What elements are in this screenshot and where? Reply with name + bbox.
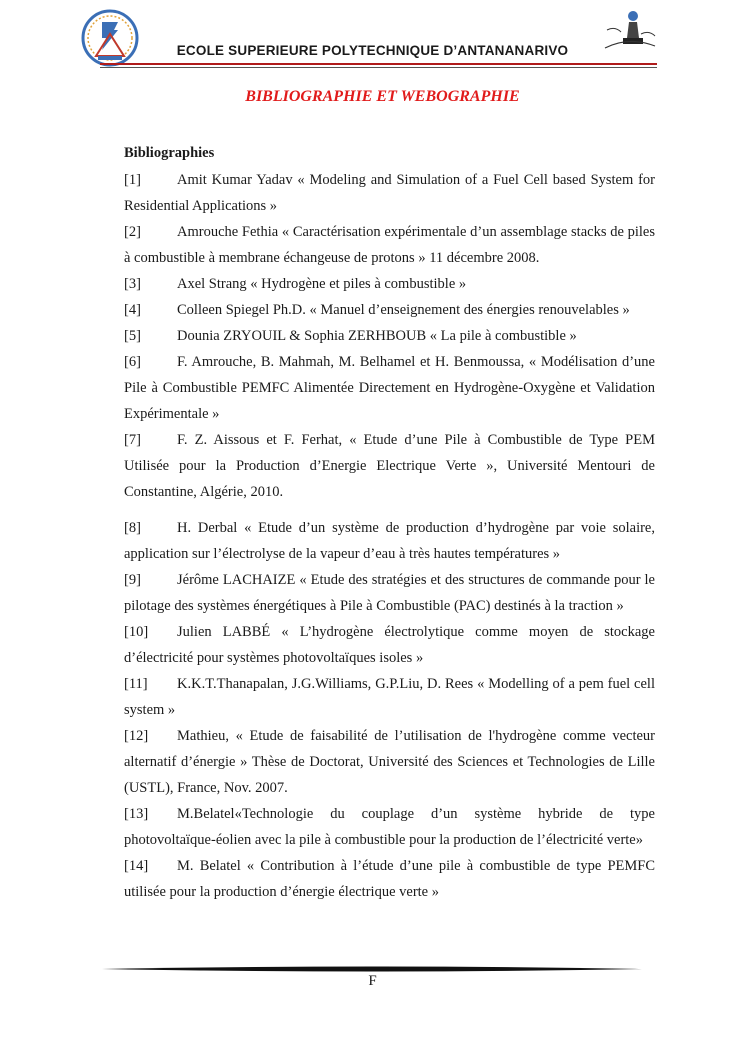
entry-text: Jérôme LACHAIZE « Etude des stratégies et des structures de commande pour le pilotage des systèmes énergétiques à Pile à Combustible (PAC) destinés à la traction » <box>124 572 655 614</box>
page-title: BIBLIOGRAPHIE ET WEBOGRAPHIE <box>245 88 520 105</box>
entry-text: M. Belatel « Contribution à l’étude d’une pile à combustible de type PEMFC utilisée pour la production d’énergie électrique verte » <box>124 858 655 900</box>
entry-number: [10] <box>124 624 149 640</box>
bibliography-entry <box>124 515 655 567</box>
header-rule-gray <box>100 67 657 68</box>
bibliography-entry <box>124 801 655 853</box>
bibliography-entry <box>124 671 655 723</box>
bibliography-entry <box>124 297 655 323</box>
entry-number: [1] <box>124 172 141 188</box>
entry-text: Dounia ZRYOUIL & Sophia ZERHBOUB « La pile à combustible » <box>177 328 577 344</box>
bibliography-entry <box>124 427 655 505</box>
entry-number: [6] <box>124 354 141 370</box>
entry-text: Axel Strang « Hydrogène et piles à combustible » <box>177 276 467 292</box>
entry-text: Mathieu, « Etude de faisabilité de l’utilisation de l'hydrogène comme vecteur alternatif d’énergie » Thèse de Doctorat, Université des Sciences et Technologies de Lille (USTL), France, Nov. 2007. <box>124 728 655 796</box>
entry-number: [4] <box>124 302 141 318</box>
bibliography-list <box>124 167 655 905</box>
school-emblem-logo <box>80 8 140 70</box>
bibliography-entry <box>124 853 655 905</box>
entry-text: K.K.T.Thanapalan, J.G.Williams, G.P.Liu, D. Rees « Modelling of a pem fuel cell system » <box>124 676 655 718</box>
header-rule-red <box>100 63 657 65</box>
entry-text: M.Belatel«Technologie du couplage d’un système hybride de type photovoltaïque-éolien avec la pile à combustible pour la production de l’électricité verte» <box>124 806 655 848</box>
entry-number: [8] <box>124 520 141 536</box>
page-number: F <box>368 973 377 989</box>
entry-text: Amrouche Fethia « Caractérisation expérimentale d’un assemblage stacks de piles à combustible à membrane échangeuse de protons » 11 décembre 2008. <box>124 224 655 266</box>
entry-text: F. Z. Aissous et F. Ferhat, « Etude d’une Pile à Combustible de Type PEM Utilisée pour la Production d’Energie Electrique Verte », Université Mentouri de Constantine, Algérie, 2010. <box>124 432 655 500</box>
entry-text: Colleen Spiegel Ph.D. « Manuel d’enseignement des énergies renouvelables » <box>177 302 630 318</box>
entry-number: [3] <box>124 276 141 292</box>
entry-number: [12] <box>124 728 149 744</box>
entry-number: [9] <box>124 572 141 588</box>
bibliography-entry <box>124 323 655 349</box>
entry-number: [14] <box>124 858 149 874</box>
bibliography-entry <box>124 167 655 219</box>
bibliography-entry <box>124 349 655 427</box>
section-heading: Bibliographies <box>124 145 215 161</box>
entry-text: F. Amrouche, B. Mahmah, M. Belhamel et H. Benmoussa, « Modélisation d’une Pile à Combustible PEMFC Alimentée Directement en Hydrogène-Oxygène et Validation Expérimentale » <box>124 354 655 422</box>
entry-number: [5] <box>124 328 141 344</box>
bibliography-entry <box>124 723 655 801</box>
header-institution: ECOLE SUPERIEURE POLYTECHNIQUE D’ANTANANARIVO <box>176 43 569 58</box>
entry-number: [13] <box>124 806 149 822</box>
entry-number: [2] <box>124 224 141 240</box>
bibliography-entry <box>124 219 655 271</box>
bibliography-entry <box>124 567 655 619</box>
entry-text: H. Derbal « Etude d’un système de production d’hydrogène par voie solaire, application sur l’électrolyse de la vapeur d’eau à très hautes températures » <box>124 520 655 562</box>
entry-text: Julien LABBÉ « L’hydrogène électrolytique comme moyen de stockage d’électricité pour systèmes photovoltaïques isoles » <box>124 624 655 666</box>
bibliography-entry <box>124 271 655 297</box>
entry-number: [11] <box>124 676 148 692</box>
entry-number: [7] <box>124 432 141 448</box>
bibliography-entry <box>124 619 655 671</box>
entry-text: Amit Kumar Yadav « Modeling and Simulation of a Fuel Cell based System for Residential Applications » <box>124 172 655 214</box>
